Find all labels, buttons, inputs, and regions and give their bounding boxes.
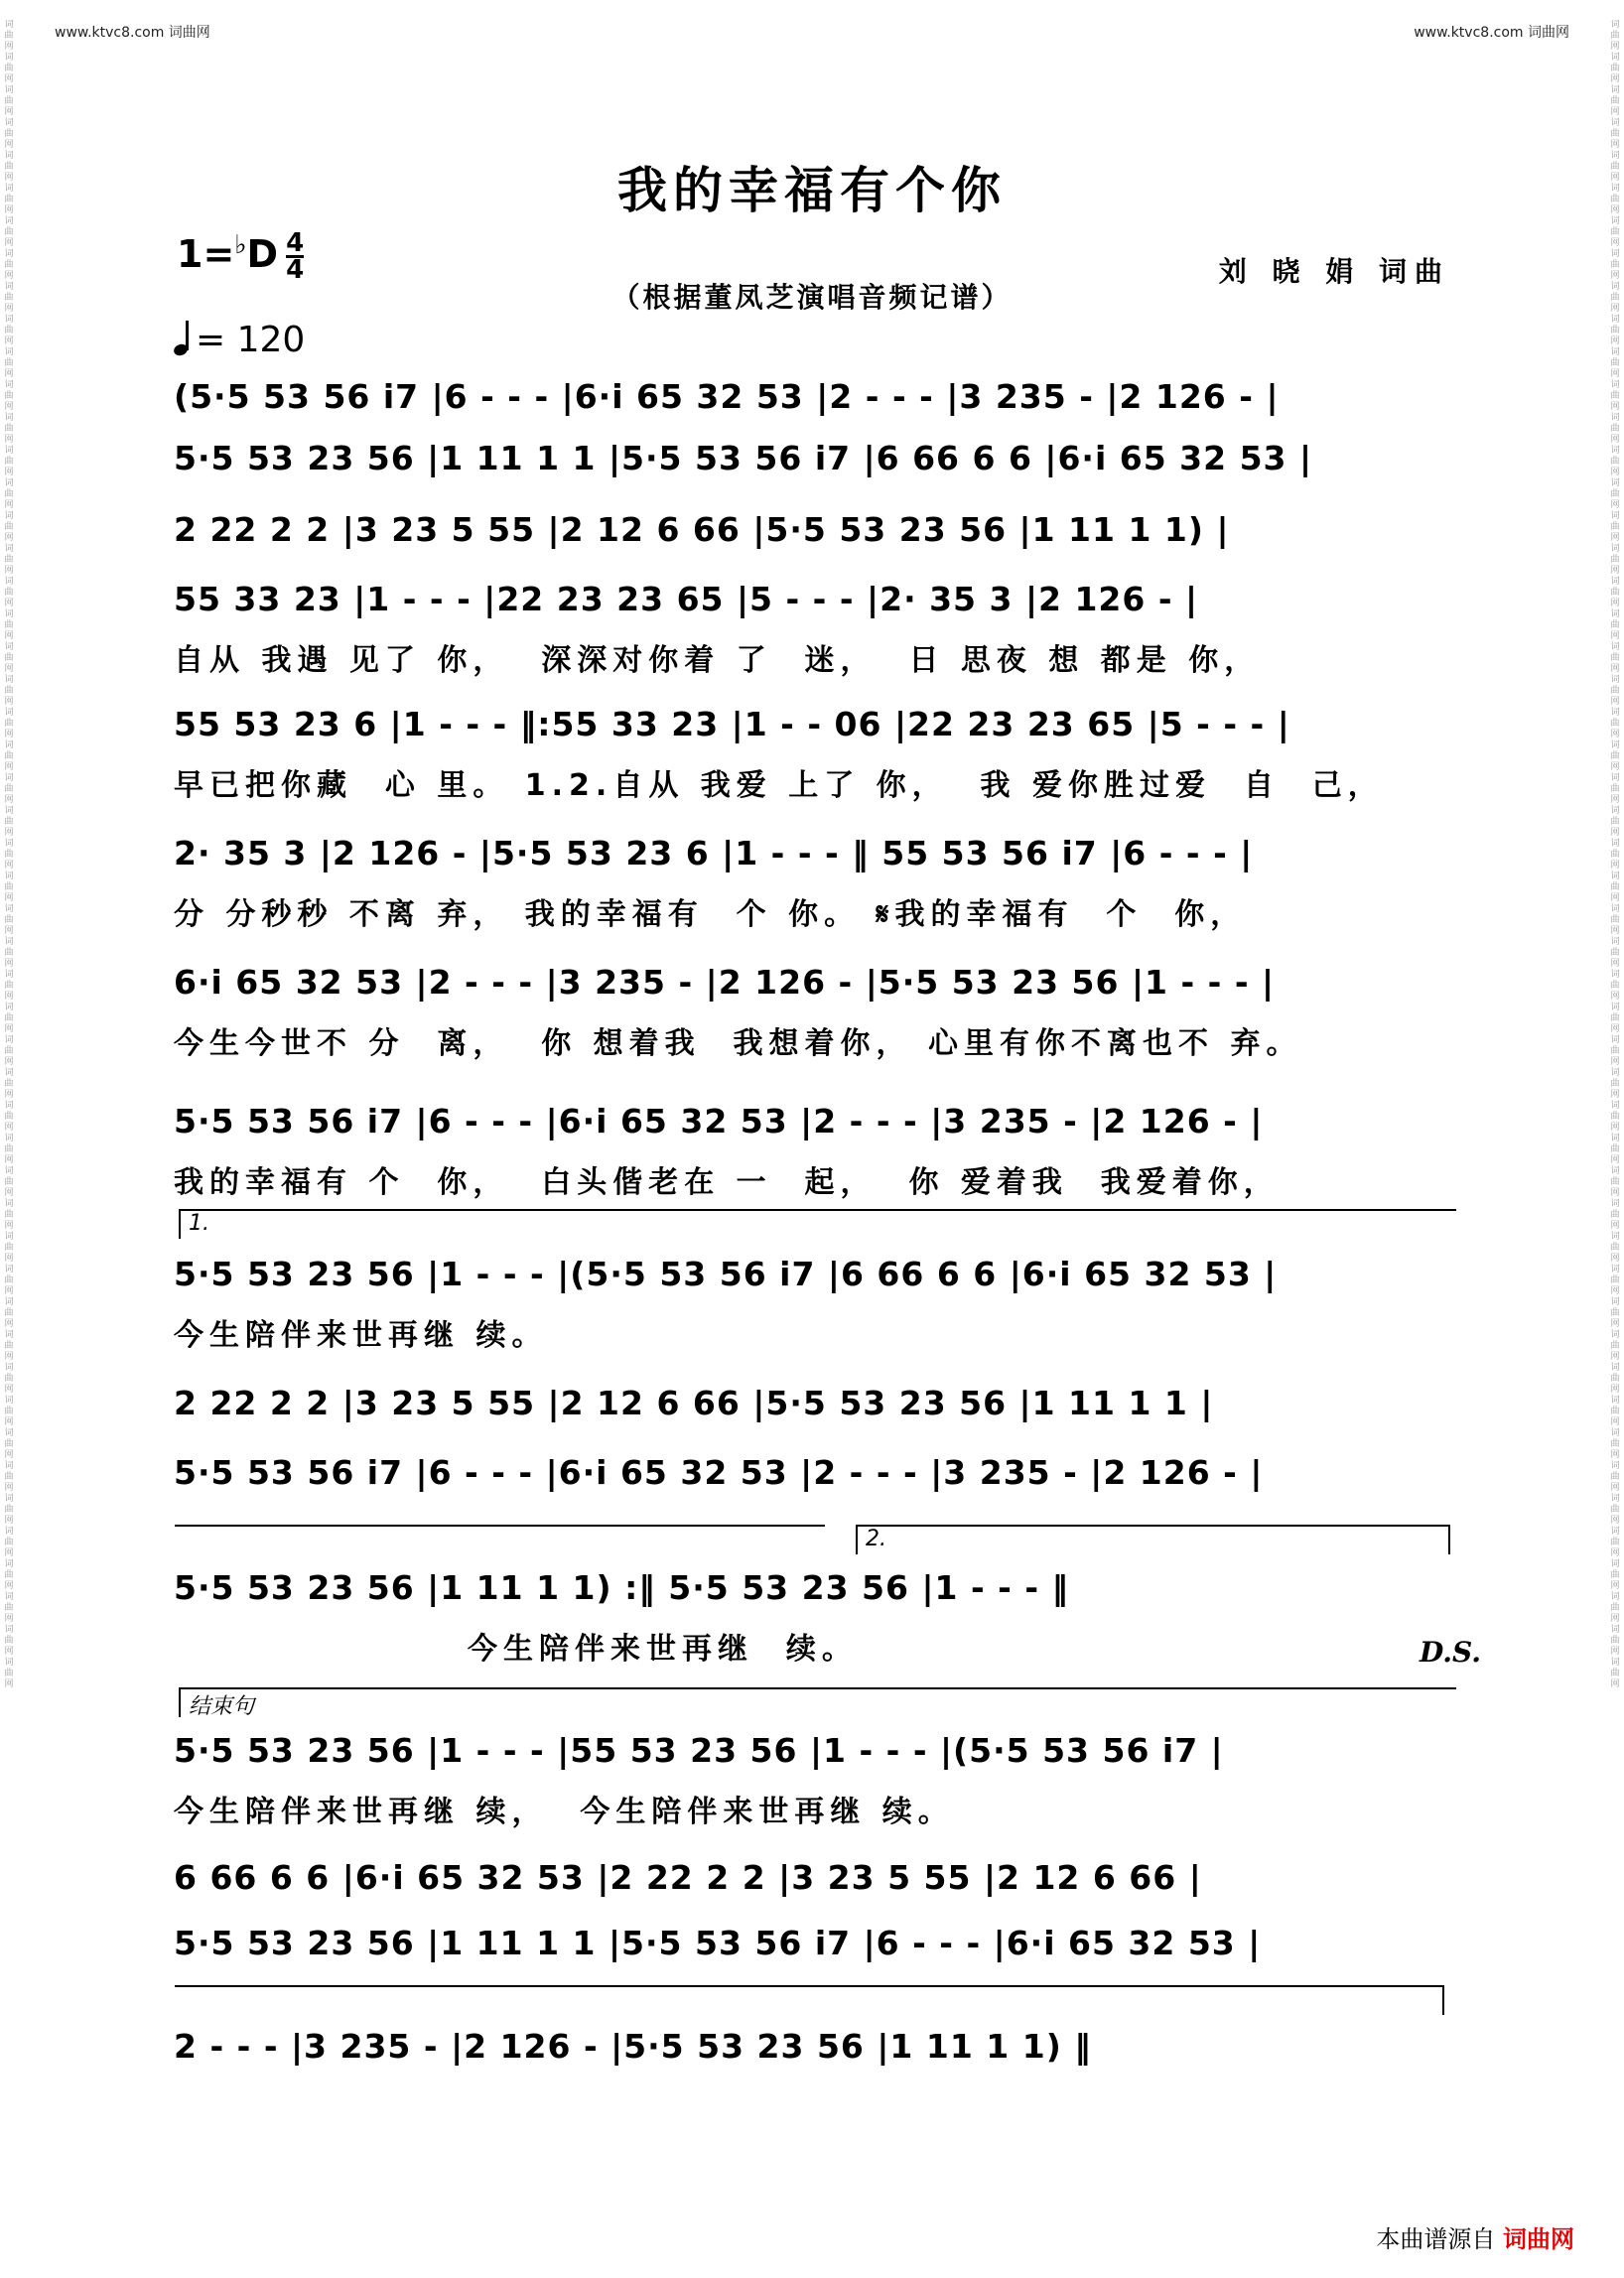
notation-row: 5·5 53 23 56 |1 11 1 1 |5·5 53 56 i7 |6 66 6 6 |6·i 65 32 53 | (174, 439, 1313, 477)
time-top: 4 (286, 228, 305, 258)
key-note: D (246, 232, 279, 276)
volta-second-ending (856, 1525, 1450, 1554)
lyrics-row: 分 分秒秒 不离 弃， 我的幸福有 个 你。 𝄋我的幸福有 个 你， (174, 897, 1247, 932)
notation-row: 5·5 53 23 56 |1 11 1 1 |5·5 53 56 i7 |6 - - - |6·i 65 32 53 | (174, 1924, 1262, 1962)
quarter-note-icon (174, 320, 190, 355)
volta-first-label: 1. (189, 1211, 209, 1236)
footer-source-text: 本曲谱源自 (1376, 2225, 1496, 2253)
composer-credit: 刘 晓 娟 词曲 (1218, 255, 1450, 288)
lyrics-row: 我的幸福有 个 你， 白头偕老在 一 起， 你 爱着我 我爱着你， (174, 1165, 1280, 1200)
notation-row: 2 - - - |3 235 - |2 126 - |5·5 53 23 56 |1 11 1 1) ‖ (174, 2027, 1092, 2066)
coda-label: 结束句 (189, 1694, 255, 1719)
site-url-left: www.ktvc8.com 词曲网 (55, 25, 210, 41)
footer-source (1376, 2219, 1574, 2254)
volta-first-ending (179, 1209, 1456, 1239)
notation-row: 5·5 53 23 56 |1 11 1 1) :‖ 5·5 53 23 56 |1 - - - ‖ (174, 1568, 1070, 1607)
volta-second-label: 2. (866, 1527, 886, 1551)
key-prefix: 1= (177, 232, 235, 276)
notation-row: 5·5 53 23 56 |1 - - - |(5·5 53 56 i7 |6 66 6 6 |6·i 65 32 53 | (174, 1255, 1278, 1293)
song-title: 我的幸福有个你 (617, 161, 1007, 219)
side-watermark-left: 词曲网词曲网词曲网词曲网词曲网词曲网词曲网词曲网词曲网词曲网词曲网词曲网词曲网词曲网词曲网词曲网词曲网词曲网词曲网词曲网词曲网词曲网词曲网词曲网词曲网词曲网词曲网词曲网词曲网词曲网词曲网词曲网词曲网词曲网词曲网词曲网词曲网词曲网词曲网词曲网词曲网词曲网词曲网词曲网词曲网词曲网词曲网词曲网词曲网词曲网词曲网 (4, 20, 14, 1689)
lyrics-row: 早已把你藏 心 里。 1.2.自从 我爱 上了 你， 我 爱你胜过爱 自 己， (174, 768, 1384, 803)
time-bottom: 4 (286, 255, 305, 285)
notation-row: 2 22 2 2 |3 23 5 55 |2 12 6 66 |5·5 53 23 56 |1 11 1 1 | (174, 1384, 1214, 1422)
tempo-value: = 120 (196, 320, 306, 360)
notation-row: 55 33 23 |1 - - - |22 23 23 65 |5 - - - |2· 35 3 |2 126 - | (174, 580, 1199, 618)
notation-row: 5·5 53 56 i7 |6 - - - |6·i 65 32 53 |2 - - - |3 235 - |2 126 - | (174, 1102, 1264, 1140)
notation-row: (5·5 53 56 i7 |6 - - - |6·i 65 32 53 |2 - - - |3 235 - |2 126 - | (174, 377, 1280, 416)
subtitle: （根据董凤芝演唱音频记谱） (611, 281, 1013, 314)
lyrics-row: 今生陪伴来世再继 续， 今生陪伴来世再继 续。 (174, 1795, 954, 1829)
side-watermark-right: 词曲网词曲网词曲网词曲网词曲网词曲网词曲网词曲网词曲网词曲网词曲网词曲网词曲网词曲网词曲网词曲网词曲网词曲网词曲网词曲网词曲网词曲网词曲网词曲网词曲网词曲网词曲网词曲网词曲网词曲网词曲网词曲网词曲网词曲网词曲网词曲网词曲网词曲网词曲网词曲网词曲网词曲网词曲网词曲网词曲网词曲网词曲网词曲网词曲网词曲网词曲网 (1610, 20, 1620, 1689)
site-url-right: www.ktvc8.com 词曲网 (1414, 25, 1569, 41)
lyrics-row: 今生陪伴来世再继 续。 (174, 1318, 548, 1353)
volta-first-ending-continued (175, 1525, 825, 1554)
notation-row: 2· 35 3 |2 126 - |5·5 53 23 6 |1 - - - ‖ 55 53 56 i7 |6 - - - | (174, 834, 1254, 872)
final-bracket (175, 1985, 1444, 2015)
notation-row: 5·5 53 56 i7 |6 - - - |6·i 65 32 53 |2 - - - |3 235 - |2 126 - | (174, 1453, 1264, 1492)
time-signature (286, 228, 305, 285)
notation-row: 2 22 2 2 |3 23 5 55 |2 12 6 66 |5·5 53 23 56 |1 11 1 1) | (174, 510, 1230, 549)
lyrics-row: 今生陪伴来世再继 续。 (174, 1632, 858, 1667)
lyrics-row: 今生今世不 分 离， 你 想着我 我想着你， 心里有你不离也不 弃。 (174, 1026, 1302, 1061)
key-signature (177, 228, 305, 285)
notation-row: 6 66 6 6 |6·i 65 32 53 |2 22 2 2 |3 23 5 55 |2 12 6 66 | (174, 1858, 1202, 1897)
notation-row: 5·5 53 23 56 |1 - - - |55 53 23 56 |1 - - - |(5·5 53 56 i7 | (174, 1731, 1224, 1770)
footer-site-link[interactable]: 词曲网 (1503, 2225, 1574, 2253)
lyrics-row: 自从 我遇 见了 你， 深深对你着 了 迷， 日 思夜 想 都是 你， (174, 643, 1261, 678)
notation-row: 6·i 65 32 53 |2 - - - |3 235 - |2 126 - |5·5 53 23 56 |1 - - - | (174, 963, 1276, 1002)
coda-bracket (179, 1687, 1456, 1717)
dal-segno-mark: D.S. (1420, 1636, 1482, 1669)
tempo-marking (174, 320, 305, 360)
flat-sign: ♭ (234, 230, 247, 260)
notation-row: 55 53 23 6 |1 - - - ‖:55 33 23 |1 - - 06 |22 23 23 65 |5 - - - | (174, 705, 1290, 743)
